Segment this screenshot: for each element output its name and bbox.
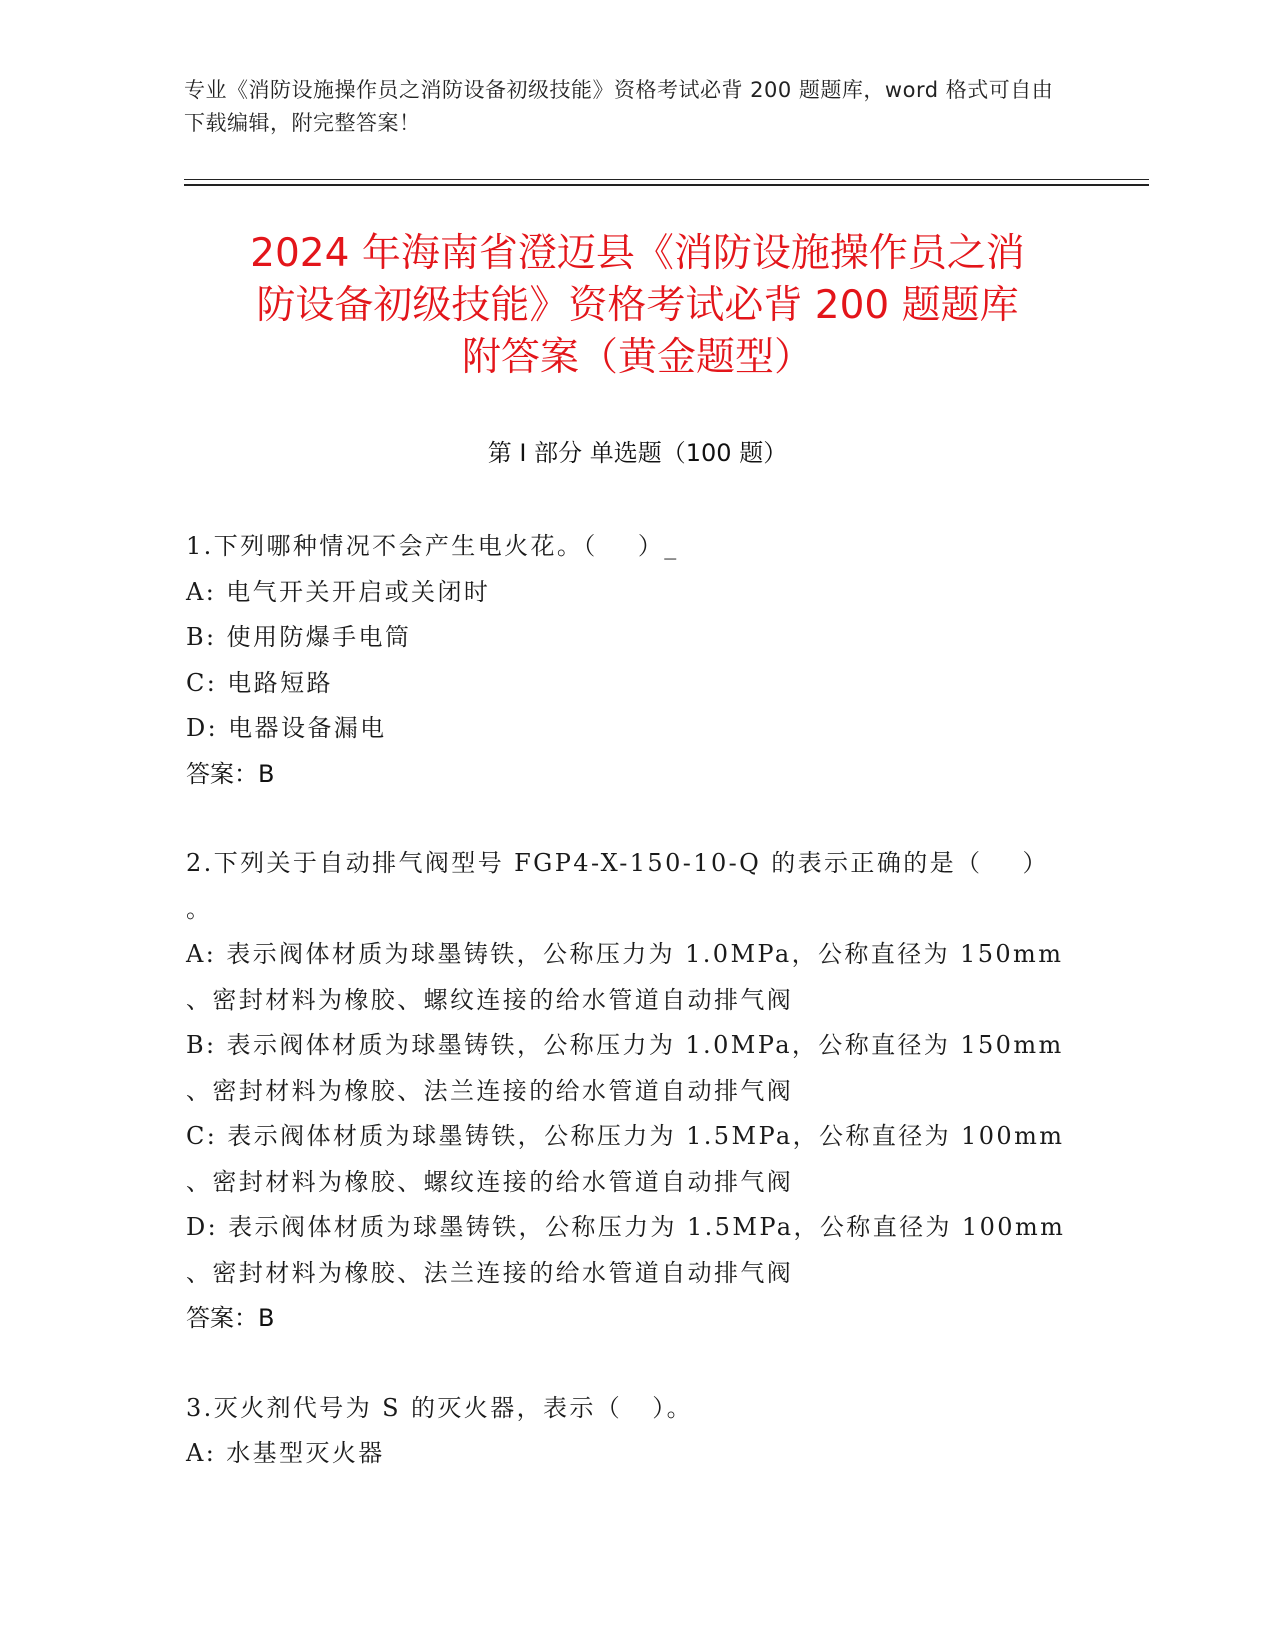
question-3 [186,1386,1076,1477]
question-stem: 1.下列哪种情况不会产生电火花。（ ）_ [186,532,679,560]
question-stem: 2.下列关于自动排气阀型号 FGP4-X-150-10-Q 的表示正确的是（ ） [186,849,1049,877]
section-heading: 第 I 部分 单选题（100 题） [487,439,788,467]
answer-line: 答案：B [186,759,275,788]
question-stem-continued: 。 [186,894,213,923]
option-a: A: 电气开关开启或关闭时 [186,577,491,606]
question-1 [186,524,1076,797]
header-note: 专业《消防设施操作员之消防设备初级技能》资格考试必背 200 题题库，word 格式可自由下载编辑，附完整答案！ [184,78,1054,135]
option-b: B: 使用防爆手电筒 [186,623,412,651]
option-c: C: 电路短路 [186,668,333,697]
header-divider-thick [184,184,1149,186]
option-a-continued: 、密封材料为橡胶、螺纹连接的给水管道自动排气阀 [186,985,794,1014]
option-b-continued: 、密封材料为橡胶、法兰连接的给水管道自动排气阀 [186,1076,794,1105]
document-title [150,228,1125,384]
header-divider-thin [184,179,1149,180]
title-line-3: 附答案（黄金题型） [461,335,813,380]
question-list [186,524,1076,1521]
title-line-1: 2024 年海南省澄迈县《消防设施操作员之消 [250,231,1025,276]
question-stem: 3.灭火剂代号为 S 的灭火器，表示（ ）。 [186,1393,694,1422]
option-c-continued: 、密封材料为橡胶、螺纹连接的给水管道自动排气阀 [186,1167,794,1196]
option-c: C: 表示阀体材质为球墨铸铁，公称压力为 1.5MPa，公称直径为 100mm [186,1122,1065,1150]
question-2 [186,841,1076,1342]
option-b: B: 表示阀体材质为球墨铸铁，公称压力为 1.0MPa，公称直径为 150mm [186,1031,1064,1059]
answer-line: 答案：B [186,1304,275,1332]
option-d: D: 电器设备漏电 [186,714,387,742]
option-d: D: 表示阀体材质为球墨铸铁，公称压力为 1.5MPa，公称直径为 100mm [186,1213,1066,1241]
option-a: A: 水基型灭火器 [186,1439,385,1467]
title-line-2: 防设备初级技能》资格考试必背 200 题题库 [256,283,1019,328]
option-a: A: 表示阀体材质为球墨铸铁，公称压力为 1.0MPa，公称直径为 150mm [186,940,1064,968]
option-d-continued: 、密封材料为橡胶、法兰连接的给水管道自动排气阀 [186,1258,794,1287]
